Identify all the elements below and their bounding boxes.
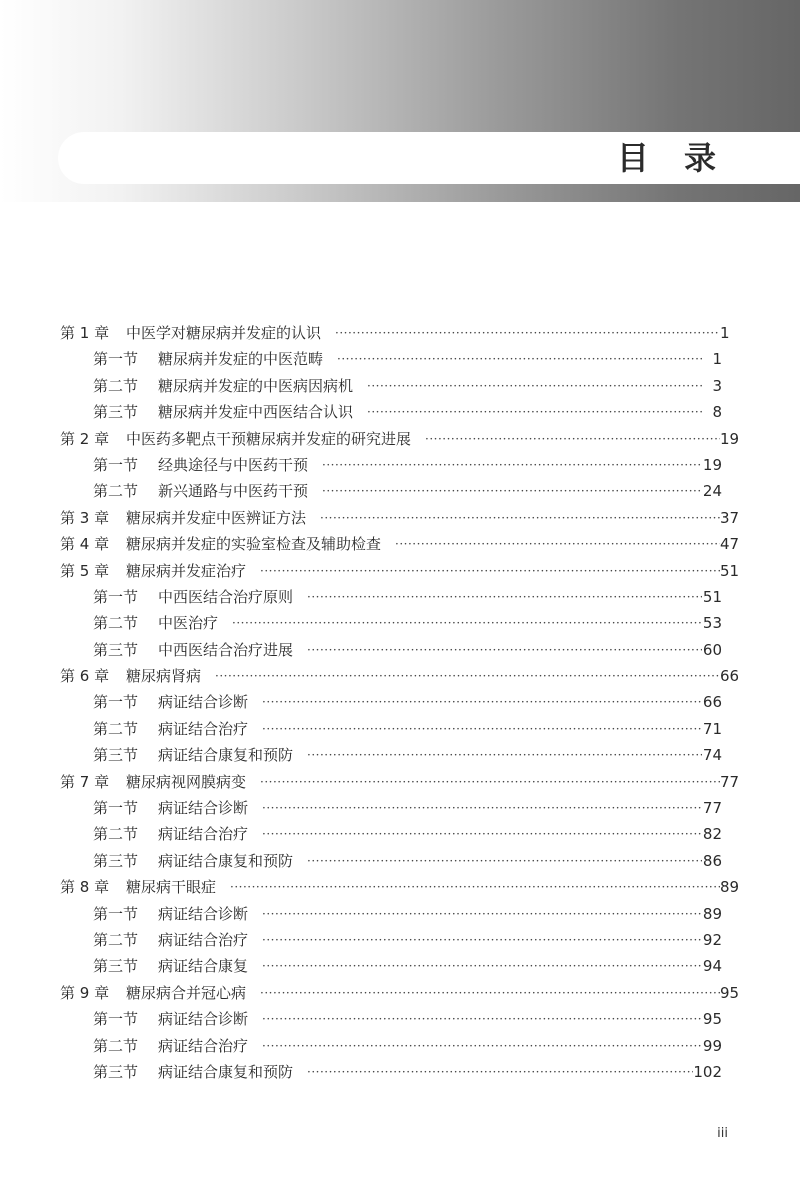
toc-chapter-entry[interactable] [0,769,800,795]
toc-section-entry[interactable] [0,795,800,821]
section-title: 病证结合治疗 [158,719,249,738]
dot-leader [320,505,720,531]
section-title: 病证结合诊断 [158,1010,249,1029]
toc-page-number: 53 [702,614,722,633]
chapter-title: 糖尿病视网膜病变 [126,772,247,791]
chapter-number: 第 1 章 [60,324,110,342]
section-number: 第三节 [93,1062,139,1081]
section-number: 第一节 [93,904,139,923]
chapter-number: 第 9 章 [60,983,110,1002]
dot-leader [367,373,702,399]
toc-page-number: 92 [702,930,722,949]
dot-leader [260,558,720,584]
toc-entry-label [60,558,246,584]
toc-chapter-entry[interactable] [0,558,800,584]
section-title: 病证结合治疗 [158,1036,249,1055]
section-title: 中西医结合治疗原则 [158,587,294,606]
toc-entry-label [93,795,248,821]
toc-entry-label [93,901,248,927]
toc-section-entry[interactable] [0,399,800,425]
toc-chapter-entry[interactable] [0,663,800,689]
section-number: 第二节 [93,825,139,844]
section-title: 病证结合治疗 [158,825,249,844]
dot-leader [260,769,720,795]
toc-page-number: 51 [720,561,740,580]
dot-leader [307,1059,693,1085]
toc-section-entry[interactable] [0,346,800,372]
section-number: 第一节 [93,799,139,818]
dot-leader [262,1006,702,1032]
toc-section-entry[interactable] [0,1033,800,1059]
dot-leader [395,531,720,557]
toc-entry-label [93,848,293,874]
chapter-title: 中医学对糖尿病并发症的认识 [126,324,322,342]
toc-chapter-entry[interactable] [0,426,800,452]
toc-entry-label [93,399,353,425]
toc-chapter-entry[interactable] [0,320,800,346]
toc-page-number: 19 [720,429,740,448]
chapter-number: 第 6 章 [60,667,110,686]
toc-section-entry[interactable] [0,637,800,663]
toc-page-number: 1 [712,350,722,369]
toc-section-entry[interactable] [0,848,800,874]
dot-leader [307,742,702,768]
toc-entry-label [93,716,248,742]
section-title: 中医治疗 [158,614,219,633]
section-title: 病证结合诊断 [158,904,249,923]
section-number: 第一节 [93,350,139,369]
toc-page-number: 66 [720,667,740,686]
toc-entry-label [60,663,201,689]
section-title: 病证结合康复和预防 [158,746,294,765]
toc-entry-label [60,531,381,557]
toc-entry-label [93,610,218,636]
toc-entry-label [60,769,246,795]
dot-leader [262,901,702,927]
section-title: 糖尿病并发症的中医病因病机 [158,376,354,395]
dot-leader [425,426,720,452]
section-number: 第二节 [93,376,139,395]
toc-page-number: 19 [702,455,722,474]
dot-leader [367,399,702,425]
footer-page-number: iii [717,1126,728,1141]
toc-page-number: 95 [702,1010,722,1029]
toc-section-entry[interactable] [0,821,800,847]
dot-leader [260,980,720,1006]
chapter-title: 糖尿病干眼症 [126,878,217,897]
dot-leader [262,953,702,979]
section-number: 第三节 [93,851,139,870]
section-number: 第三节 [93,403,139,422]
toc-page-number: 77 [720,772,740,791]
toc-entry-label [93,689,248,715]
toc-page-number: 74 [702,746,722,765]
dot-leader [262,927,702,953]
toc-page-number: 66 [702,693,722,712]
section-title: 新兴通路与中医药干预 [158,482,309,501]
toc-entry-label [93,821,248,847]
table-of-contents [0,320,800,1085]
toc-chapter-entry[interactable] [0,980,800,1006]
toc-entry-label [60,426,411,452]
section-title: 经典途径与中医药干预 [158,455,309,474]
section-title: 病证结合诊断 [158,799,249,818]
toc-entry-label [60,874,216,900]
toc-entry-label [93,1006,248,1032]
toc-section-entry[interactable] [0,373,800,399]
section-title: 病证结合康复 [158,957,249,976]
dot-leader [262,821,702,847]
section-number: 第二节 [93,482,139,501]
dot-leader [337,346,702,372]
toc-page-number: 1 [720,324,730,342]
toc-section-entry[interactable] [0,452,800,478]
section-number: 第一节 [93,455,139,474]
section-title: 糖尿病并发症的中医范畴 [158,350,324,369]
toc-section-entry[interactable] [0,689,800,715]
dot-leader [215,663,720,689]
chapter-title: 糖尿病合并冠心病 [126,983,247,1002]
dot-leader [322,452,702,478]
dot-leader [262,795,702,821]
toc-page-number: 86 [702,851,722,870]
section-number: 第三节 [93,640,139,659]
dot-leader [307,584,702,610]
chapter-number: 第 4 章 [60,535,110,554]
chapter-number: 第 7 章 [60,772,110,791]
toc-chapter-entry[interactable] [0,874,800,900]
dot-leader [307,848,702,874]
toc-entry-label [93,452,308,478]
toc-entry-label [93,1059,293,1085]
section-number: 第一节 [93,693,139,712]
toc-page-number: 89 [720,878,740,897]
toc-entry-label [93,373,353,399]
toc-section-entry[interactable] [0,901,800,927]
toc-entry-label [93,637,293,663]
toc-chapter-entry[interactable] [0,505,800,531]
dot-leader [322,478,702,504]
toc-page-number: 71 [702,719,722,738]
toc-section-entry[interactable] [0,1059,800,1085]
toc-page-number: 47 [720,535,740,554]
toc-entry-label [60,320,321,346]
section-number: 第二节 [93,930,139,949]
toc-page-number: 3 [712,376,722,395]
toc-page-number: 89 [702,904,722,923]
section-number: 第二节 [93,719,139,738]
section-number: 第二节 [93,1036,139,1055]
section-title: 病证结合诊断 [158,693,249,712]
chapter-title: 糖尿病肾病 [126,667,202,686]
dot-leader [335,320,720,346]
chapter-title: 糖尿病并发症治疗 [126,561,247,580]
section-number: 第三节 [93,957,139,976]
section-number: 第三节 [93,746,139,765]
toc-section-entry[interactable] [0,584,800,610]
toc-section-entry[interactable] [0,478,800,504]
chapter-title: 中医药多靶点干预糖尿病并发症的研究进展 [126,429,412,448]
chapter-number: 第 3 章 [60,508,110,527]
toc-entry-label [93,927,248,953]
toc-entry-label [93,584,293,610]
toc-entry-label [60,980,246,1006]
toc-page-number: 77 [702,799,722,818]
section-title: 病证结合康复和预防 [158,1062,294,1081]
toc-section-entry[interactable] [0,953,800,979]
toc-page-number: 51 [702,587,722,606]
toc-page-number: 60 [702,640,722,659]
section-number: 第一节 [93,1010,139,1029]
toc-page-number: 102 [693,1062,722,1081]
dot-leader [307,637,702,663]
chapter-title: 糖尿病并发症的实验室检查及辅助检查 [126,535,382,554]
dot-leader [230,874,720,900]
page-title: 目 录 [616,139,728,177]
toc-section-entry[interactable] [0,927,800,953]
toc-page-number: 99 [702,1036,722,1055]
toc-chapter-entry[interactable] [0,531,800,557]
toc-page-number: 37 [720,508,740,527]
dot-leader [262,716,702,742]
toc-entry-label [93,478,308,504]
chapter-number: 第 8 章 [60,878,110,897]
toc-page-number: 24 [702,482,722,501]
toc-entry-label [93,1033,248,1059]
toc-page-number: 8 [712,403,722,422]
chapter-title: 糖尿病并发症中医辨证方法 [126,508,307,527]
section-title: 病证结合康复和预防 [158,851,294,870]
chapter-number: 第 5 章 [60,561,110,580]
section-number: 第一节 [93,587,139,606]
section-title: 病证结合治疗 [158,930,249,949]
toc-entry-label [93,346,323,372]
chapter-number: 第 2 章 [60,429,110,448]
toc-entry-label [93,953,248,979]
dot-leader [232,610,702,636]
toc-entry-label [60,505,306,531]
toc-page-number: 95 [720,983,740,1002]
section-title: 糖尿病并发症中西医结合认识 [158,403,354,422]
toc-section-entry[interactable] [0,610,800,636]
toc-page-number: 94 [702,957,722,976]
toc-section-entry[interactable] [0,1006,800,1032]
toc-entry-label [93,742,293,768]
toc-section-entry[interactable] [0,716,800,742]
toc-section-entry[interactable] [0,742,800,768]
toc-page-number: 82 [702,825,722,844]
section-title: 中西医结合治疗进展 [158,640,294,659]
section-number: 第二节 [93,614,139,633]
dot-leader [262,1033,702,1059]
dot-leader [262,689,702,715]
